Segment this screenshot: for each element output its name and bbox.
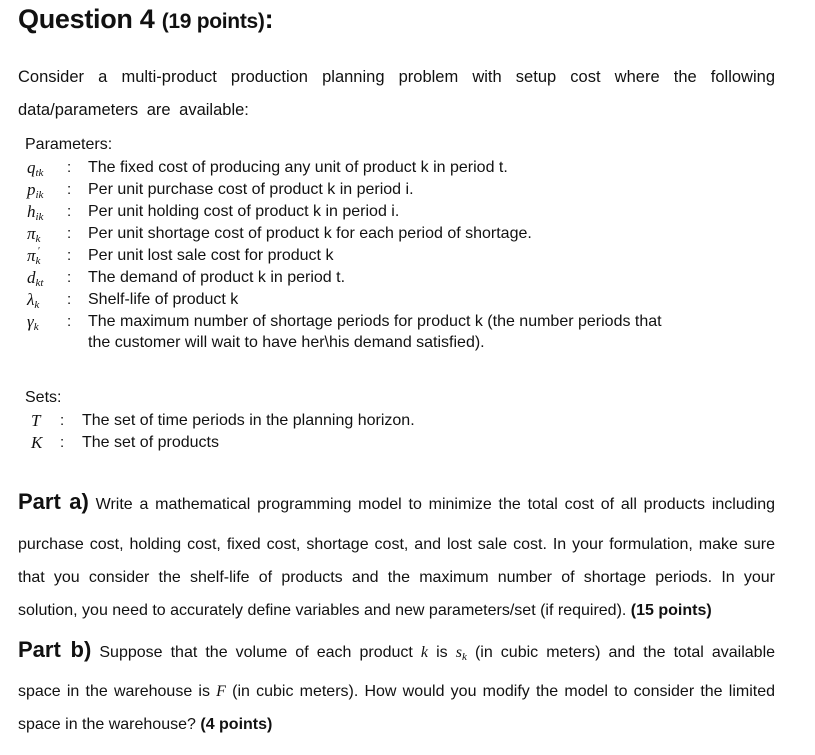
part-a-label: Part a) xyxy=(18,489,89,514)
parameter-description: The demand of product k in period t. xyxy=(88,269,346,286)
parameter-description: Shelf-life of product k xyxy=(88,291,239,308)
parameter-symbol: qtk xyxy=(27,158,44,179)
parameter-description: Per unit holding cost of product k in period i. xyxy=(88,203,400,220)
parameter-colon: : xyxy=(67,291,72,308)
parameter-colon: : xyxy=(67,181,72,198)
part-a-line-2: purchase cost, holding cost, fixed cost, shortage cost, and lost sale cost. In your formulation, make sure xyxy=(18,536,775,553)
parameter-colon: : xyxy=(67,313,72,330)
parameters-heading: Parameters: xyxy=(25,136,113,153)
parameter-description: The maximum number of shortage periods for product k (the number periods that xyxy=(88,313,662,330)
parameter-colon: : xyxy=(67,159,72,176)
question-title xyxy=(18,4,273,35)
part-b-label: Part b) xyxy=(18,637,92,662)
set-symbol: T xyxy=(31,411,41,430)
question-title-colon: : xyxy=(264,4,274,34)
question-title-text: Question 4 xyxy=(18,4,155,34)
parameter-symbol: hik xyxy=(27,202,44,223)
intro-line-2: data/parameters are available: xyxy=(18,101,249,119)
intro-line-1: Consider a multi-product production planning problem with setup cost where the following xyxy=(18,68,775,86)
part-a-line-1: Part a) Write a mathematical programming model to minimize the total cost of all products including xyxy=(18,489,775,514)
part-a-line-3: that you consider the shelf-life of products and the maximum number of shortage periods. In your xyxy=(18,569,775,586)
parameter-symbol: γk xyxy=(27,312,39,333)
parameter-colon: : xyxy=(67,203,72,220)
sets-heading: Sets: xyxy=(25,389,62,406)
parameter-symbol: dkt xyxy=(27,268,44,289)
parameter-description: The fixed cost of producing any unit of product k in period t. xyxy=(88,159,508,176)
set-description: The set of products xyxy=(82,434,219,451)
parameter-continuation: the customer will wait to have her\his demand satisfied). xyxy=(88,334,485,351)
parameter-symbol: λk xyxy=(27,290,40,311)
parameter-symbol: pik xyxy=(27,180,44,201)
question-points: (19 points) xyxy=(161,10,265,33)
parameter-colon: : xyxy=(67,247,72,264)
set-colon: : xyxy=(60,434,65,451)
part-a-line-4: solution, you need to accurately define variables and new parameters/set (if required). (15 points) xyxy=(18,602,712,619)
set-symbol: K xyxy=(31,433,43,452)
parameter-description: Per unit lost sale cost for product k xyxy=(88,247,334,264)
part-b-points: (4 points) xyxy=(200,716,273,733)
parameter-description: Per unit shortage cost of product k for each period of shortage. xyxy=(88,225,532,242)
parameter-description: Per unit purchase cost of product k in period i. xyxy=(88,181,414,198)
parameter-colon: : xyxy=(67,269,72,286)
parameter-symbol: πk xyxy=(27,224,41,245)
set-colon: : xyxy=(60,412,65,429)
part-b-line-1: Part b) Suppose that the volume of each product k is sk (in cubic meters) and the total available xyxy=(18,637,776,663)
parameter-symbol: πk′ xyxy=(27,246,41,267)
part-a-points: (15 points) xyxy=(630,602,712,619)
set-description: The set of time periods in the planning horizon. xyxy=(82,412,415,429)
parameter-colon: : xyxy=(67,225,72,242)
part-b-line-2: space in the warehouse is F (in cubic meters). How would you modify the model to consider the limited xyxy=(18,683,775,700)
part-b-line-3: space in the warehouse? (4 points) xyxy=(18,716,273,733)
